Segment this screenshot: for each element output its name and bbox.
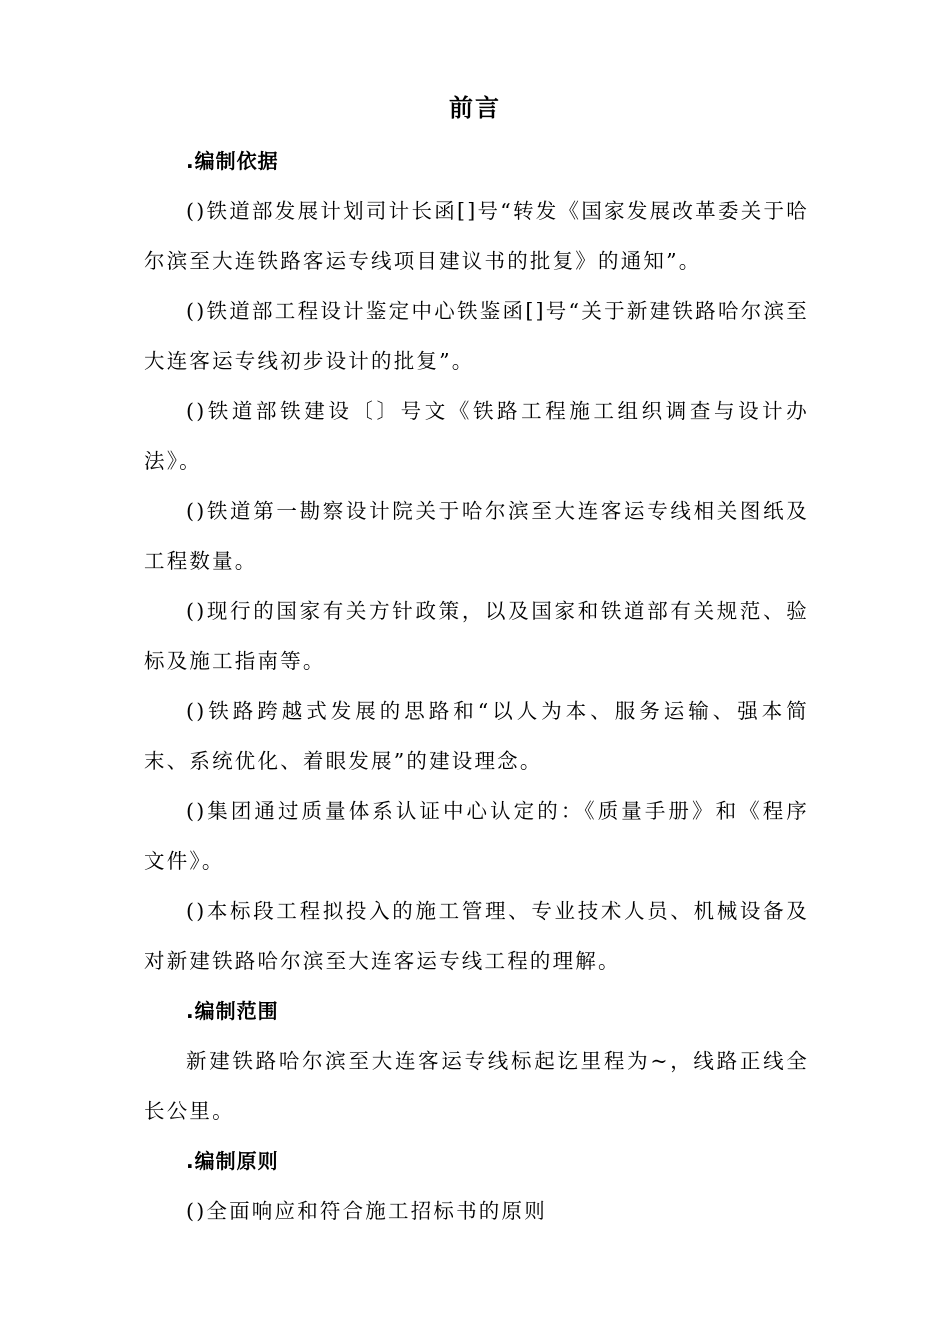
basis-item-3: ()铁道部铁建设〔〕号文《铁路工程施工组织调查与设计办法》。 (144, 399, 809, 473)
principle-item-1: ()全面响应和符合施工招标书的原则 (186, 1199, 547, 1223)
basis-item-6: ()铁路跨越式发展的思路和“以人为本、服务运输、强本简末、系统优化、着眼发展”的建设理念。 (144, 699, 809, 773)
section-heading-scope: .编制范围 (186, 999, 279, 1023)
section-heading-principle: .编制原则 (186, 1149, 279, 1173)
basis-item-5: ()现行的国家有关方针政策，以及国家和铁道部有关规范、验标及施工指南等。 (144, 599, 809, 673)
basis-item-1: ()铁道部发展计划司计长函[]号“转发《国家发展改革委关于哈尔滨至大连铁路客运专线项目建议书的批复》的通知”。 (144, 199, 809, 273)
basis-item-2: ()铁道部工程设计鉴定中心铁鉴函[]号“关于新建铁路哈尔滨至大连客运专线初步设计的批复”。 (144, 299, 809, 373)
basis-item-8: ()本标段工程拟投入的施工管理、专业技术人员、机械设备及对新建铁路哈尔滨至大连客运专线工程的理解。 (144, 899, 809, 973)
basis-item-7: ()集团通过质量体系认证中心认定的：《质量手册》和《程序文件》。 (144, 799, 809, 873)
document-body (144, 136, 809, 1236)
page-title: 前言 (449, 94, 501, 122)
basis-item-4: ()铁道第一勘察设计院关于哈尔滨至大连客运专线相关图纸及工程数量。 (144, 499, 809, 573)
section-heading-basis: .编制依据 (186, 149, 279, 173)
scope-paragraph: 新建铁路哈尔滨至大连客运专线标起讫里程为~，线路正线全长公里。 (144, 1049, 809, 1123)
